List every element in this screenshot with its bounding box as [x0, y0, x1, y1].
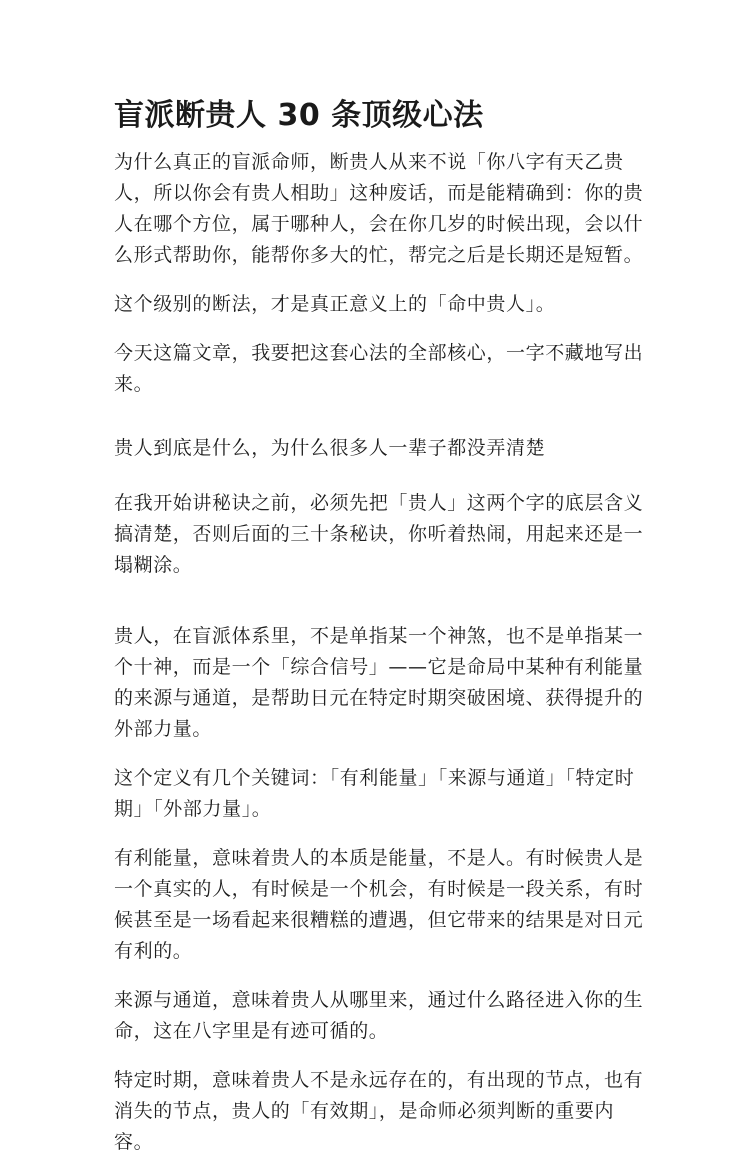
paragraph-purpose: 今天这篇文章，我要把这套心法的全部核心，一字不藏地写出来。: [114, 342, 644, 395]
paragraph-guiren-definition: 贵人，在盲派体系里，不是单指某一个神煞，也不是单指某一个十神，而是一个「综合信号」——它是命局中某种有利能量的来源与通道，是帮助日元在特定时期突破困境、获得提升的外部力量。: [114, 625, 644, 740]
article-body: [114, 147, 644, 1158]
paragraph-definition-level: 这个级别的断法，才是真正意义上的「命中贵人」。: [114, 293, 556, 315]
paragraph-prerequisite: 在我开始讲秘诀之前，必须先把「贵人」这两个字的底层含义搞清楚，否则后面的三十条秘诀，你听着热闹，用起来还是一塌糊涂。: [114, 492, 644, 576]
paragraph-source-channel: 来源与通道，意味着贵人从哪里来，通过什么路径进入你的生命，这在八字里是有迹可循的。: [114, 989, 644, 1042]
paragraph-intro: 为什么真正的盲派命师，断贵人从来不说「你八字有天乙贵人，所以你会有贵人相助」这种废话，而是能精确到：你的贵人在哪个方位，属于哪种人，会在你几岁的时候出现，会以什么形式帮助你，能帮你多大的忙，帮完之后是长期还是短暂。: [114, 151, 644, 266]
paragraph-favorable-energy: 有利能量，意味着贵人的本质是能量，不是人。有时候贵人是一个真实的人，有时候是一个机会，有时候是一段关系，有时候甚至是一场看起来很糟糕的遭遇，但它带来的结果是对日元有利的。: [114, 847, 644, 962]
paragraph-specific-period: 特定时期，意味着贵人不是永远存在的，有出现的节点，也有消失的节点，贵人的「有效期」，是命师必须判断的重要内容。: [114, 1069, 644, 1153]
article-title: 盲派断贵人 30 条顶级心法: [114, 98, 484, 133]
paragraph-keywords: 这个定义有几个关键词：「有利能量」「来源与通道」「特定时期」「外部力量」。: [114, 767, 635, 820]
section-heading: 贵人到底是什么，为什么很多人一辈子都没弄清楚: [114, 437, 546, 459]
